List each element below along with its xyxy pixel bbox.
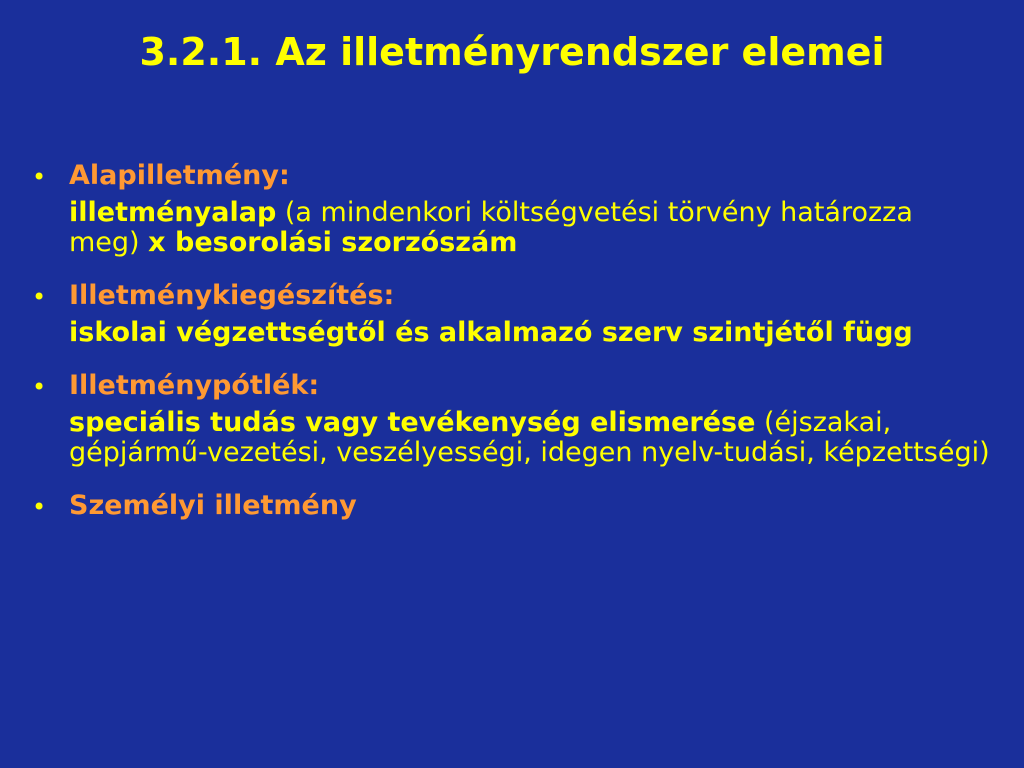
bullet-icon: •: [32, 373, 47, 401]
bullet-icon: •: [32, 163, 47, 191]
regular-text: (a mindenkori költségvetési törvény határozza meg): [69, 197, 913, 258]
item-heading: Illetménykiegészítés:: [69, 280, 395, 311]
list-item-szemelyi-illetmeny: [30, 490, 990, 522]
bullet-icon: •: [32, 493, 47, 521]
bold-text: iskolai végzettségtől és alkalmazó szerv szintjétől függ: [69, 317, 913, 348]
slide-title: 3.2.1. Az illetményrendszer elemei: [139, 30, 885, 74]
list-item-illetmenypotlek: [30, 370, 990, 468]
list-item-illetmenykiegeszites: [30, 280, 990, 348]
item-heading: Illetménypótlék:: [69, 370, 320, 401]
list-item-alapilletmeny: [30, 160, 990, 258]
bullet-list: [30, 160, 990, 544]
regular-text: (éjszakai, gépjármű-vezetési, veszélyességi, idegen nyelv-tudási, képzettségi): [69, 407, 990, 468]
bold-text: speciális tudás vagy tevékenység elismerése: [69, 407, 756, 438]
bold-text: x besorolási szorzószám: [148, 227, 518, 258]
item-body: [69, 198, 990, 258]
item-heading: Személyi illetmény: [69, 490, 357, 521]
item-body: [69, 408, 990, 468]
item-heading: Alapilletmény:: [69, 160, 290, 191]
bullet-icon: •: [32, 283, 47, 311]
item-body: [69, 318, 990, 348]
bold-text: illetményalap: [69, 197, 277, 228]
